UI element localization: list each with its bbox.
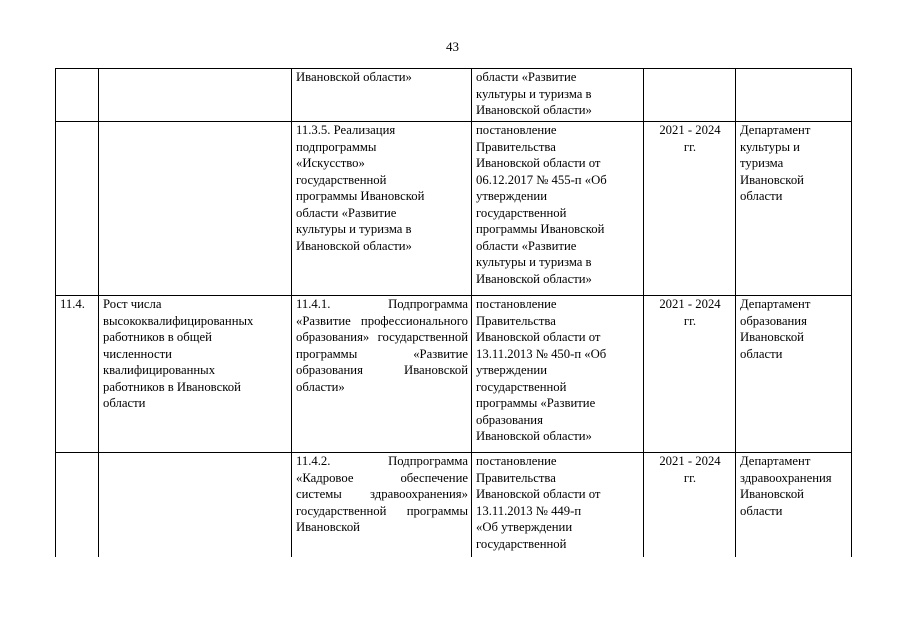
table-row	[56, 296, 852, 453]
indicator-cell: Рост числа высококвалифицированных работников в общей численности квалифицированных работников в Ивановской области	[99, 296, 292, 453]
row-number-cell	[56, 69, 99, 122]
indicator-cell	[99, 453, 292, 557]
table-row	[56, 69, 852, 122]
period-cell: 2021 - 2024 гг.	[644, 453, 736, 557]
table-row	[56, 453, 852, 557]
document-cell: постановление Правительства Ивановской области от 06.12.2017 № 455-п «Об утверждении государственной программы Ивановской области «Развитие культуры и туризма в Ивановской области»	[472, 122, 644, 296]
document-cell: постановление Правительства Ивановской области от 13.11.2013 № 450-п «Об утверждении государственной программы «Развитие образования Ивановской области»	[472, 296, 644, 453]
document-cell: области «Развитие культуры и туризма в Ивановской области»	[472, 69, 644, 122]
measure-cell: 11.4.2. Подпрограмма «Кадровое обеспечение системы здравоохранения» государственной программы Ивановской	[292, 453, 472, 557]
indicator-cell	[99, 69, 292, 122]
period-cell	[644, 69, 736, 122]
executor-cell	[736, 69, 852, 122]
executor-cell: Департамент образования Ивановской области	[736, 296, 852, 453]
page-number: 43	[446, 39, 459, 54]
period-cell: 2021 - 2024 гг.	[644, 296, 736, 453]
measure-cell: Ивановской области»	[292, 69, 472, 122]
period-cell: 2021 - 2024 гг.	[644, 122, 736, 296]
executor-cell: Департамент культуры и туризма Ивановской области	[736, 122, 852, 296]
measure-cell: 11.3.5. Реализация подпрограммы «Искусство» государственной программы Ивановской области «Развитие культуры и туризма в Ивановской области»	[292, 122, 472, 296]
executor-cell: Департамент здравоохранения Ивановской области	[736, 453, 852, 557]
row-number-cell: 11.4.	[56, 296, 99, 453]
document-cell: постановление Правительства Ивановской области от 13.11.2013 № 449-п «Об утверждении государственной	[472, 453, 644, 557]
measures-table	[55, 68, 852, 557]
table-row	[56, 122, 852, 296]
row-number-cell	[56, 122, 99, 296]
row-number-cell	[56, 453, 99, 557]
indicator-cell	[99, 122, 292, 296]
measure-cell: 11.4.1. Подпрограмма «Развитие профессионального образования» государственной программы «Развитие образования Ивановской области»	[292, 296, 472, 453]
